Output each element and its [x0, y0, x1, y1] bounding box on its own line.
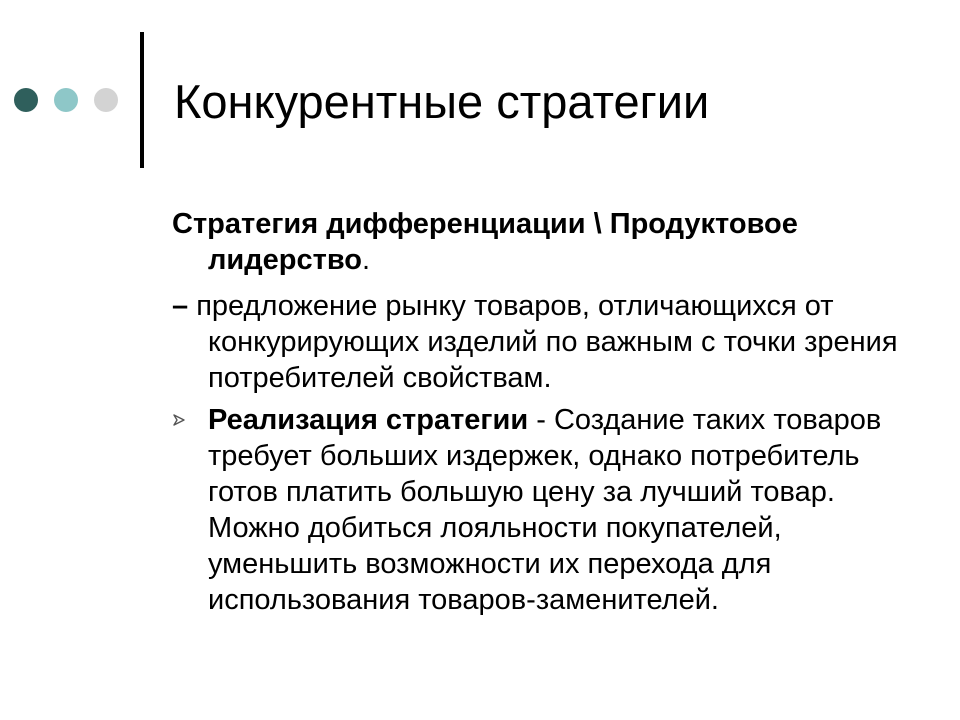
implementation-lead: Реализация стратегии — [208, 404, 529, 436]
definition-text: предложение рынку товаров, отличающихся от конкурирующих изделий по важным с точки зрения потребителей свойствам. — [188, 290, 898, 394]
implementation-text: - Создание таких товаров требует больших издержек, однако потребитель готов платить большую цену за лучший товар. Можно добиться лояльности покупателей, уменьшить возможности их перехода для использования товаров-заменителей. — [208, 404, 882, 616]
strategy-definition — [172, 288, 902, 396]
slide-body — [172, 206, 902, 618]
definition-dash: – — [172, 290, 189, 322]
dark-teal-dot-icon — [14, 88, 38, 112]
slide-title: Конкурентные стратегии — [174, 75, 710, 128]
implementation-bullet — [172, 402, 902, 618]
strategy-heading-text: Стратегия дифференциации \ Продуктовое лидерство — [172, 208, 798, 276]
arrowhead-bullet-icon — [172, 413, 186, 427]
gray-dot-icon — [94, 88, 118, 112]
decorative-dots — [14, 88, 124, 112]
light-teal-dot-icon — [54, 88, 78, 112]
strategy-heading — [172, 206, 902, 278]
strategy-heading-period: . — [362, 244, 371, 276]
title-divider — [140, 32, 144, 168]
